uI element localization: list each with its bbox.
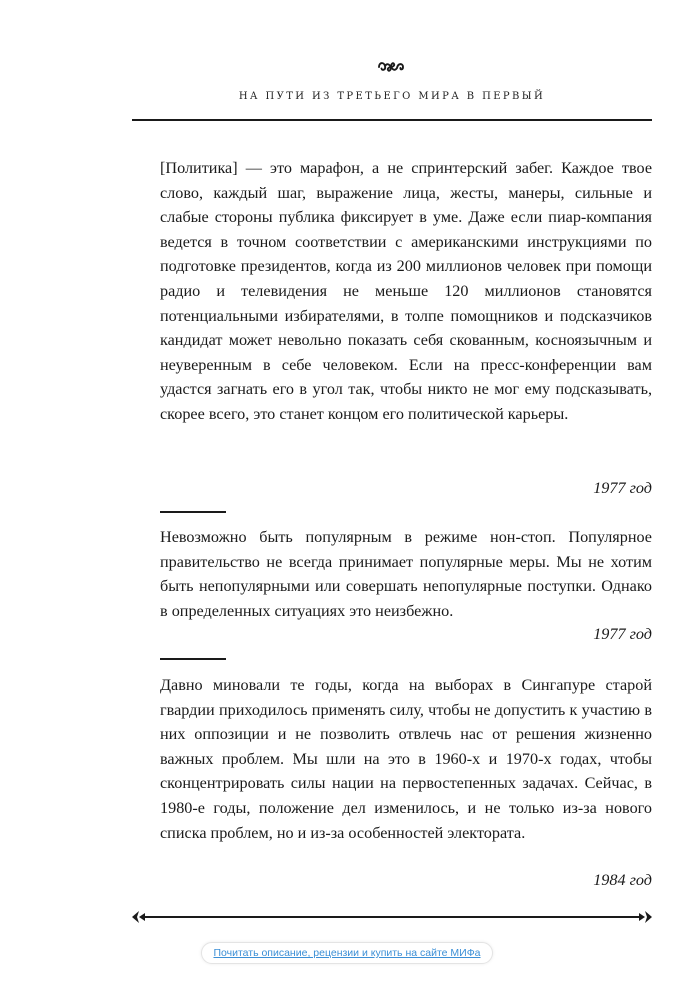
quote-year-2: 1977 год bbox=[593, 625, 652, 643]
quote-separator bbox=[160, 511, 226, 513]
running-head: НА ПУТИ ИЗ ТРЕТЬЕГО МИРА В ПЕРВЫЙ bbox=[238, 91, 546, 102]
quote-separator bbox=[160, 658, 226, 660]
quote-block-3 bbox=[160, 673, 652, 845]
quote-block-2 bbox=[160, 525, 652, 623]
quote-text: [Политика] — это марафон, а не спринтерский забег. Каждое твое слово, каждый шаг, выражение лица, жесты, манеры, сильные и слабые стороны публика фиксирует в уме. Даже если пиар-компания ведется в точном соответствии с американскими инструкциями по подготовке президентов, когда из 200 миллионов человек при помощи радио и телевидения не меньше 120 миллионов становятся потенциальными избирателями, в толпе помощников и подсказчиков кандидат может невольно показать себя скованным, косноязычным и неуверенным в себе человеком. Если на пресс-конференции вам удастся загнать его в угол так, чтобы никто не мог ему подсказывать, скорее всего, это станет концом его политической карьеры. bbox=[160, 159, 652, 423]
footer-rule-ornament-icon bbox=[130, 909, 654, 925]
fleuron-ornament-icon bbox=[376, 58, 406, 76]
buy-on-mif-link[interactable]: Почитать описание, рецензии и купить на сайте МИФа bbox=[201, 942, 493, 964]
quote-block-1 bbox=[160, 156, 652, 427]
quote-year-3: 1984 год bbox=[593, 871, 652, 889]
header-rule bbox=[132, 119, 652, 121]
quote-year-1: 1977 год bbox=[593, 479, 652, 497]
quote-text: Давно миновали те годы, когда на выборах в Сингапуре старой гвардии приходилось применять силу, чтобы не допустить к участию в них оппозиции и не позволить отвлечь нас от решения жизненно важных проблем. Мы шли на это в 1960-х и 1970-х годах, чтобы сконцентрировать силы нации на первостепенных задачах. Сейчас, в 1980-е годы, положение дел изменилось, и не только из-за нового списка проблем, но и из-за особенностей электората. bbox=[160, 676, 652, 842]
quote-text: Невозможно быть популярным в режиме нон-стоп. Популярное правительство не всегда принимает популярные меры. Мы не хотим быть непопулярными или совершать непопулярные поступки. Однако в определенных ситуациях это неизбежно. bbox=[160, 528, 652, 620]
